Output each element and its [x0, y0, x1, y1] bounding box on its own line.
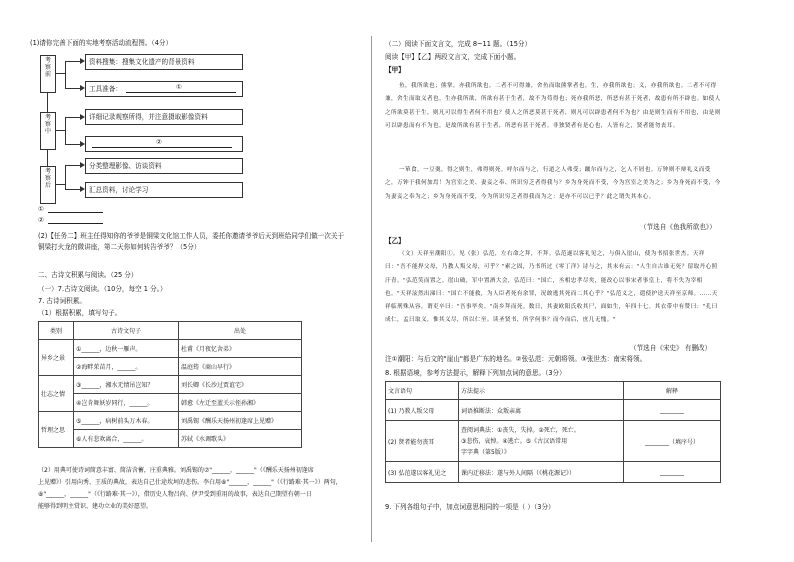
- answer-2-label: ②: [38, 216, 44, 224]
- passage-yi-text: （文）天祥至潮阳①，见（张）弘范，左右命之拜，不拜。弘范遂以客礼见之，与俱入崖山，使为书招张世杰。天祥曰："吾不能捍父母，乃教人叛父母，可乎？"索之固，乃书所过《零丁洋》诗与之，其末有云："人生自古谁无死？留取丹心照汗青。"弘范笑而置之。崖山破，军中置酒大会，弘范曰："国亡，丞相忠孝尽矣，能改心以事宋者事皇上，将不失为宰相也。"天祥泫然出涕曰："国亡不能救，为人臣者死有余罪，况敢逃其死而二其心乎？"弘范义之，遣使护送天祥至京师。……天祥临刑殊从容，谓吏卒曰："吾事毕矣。"南乡拜而死。数日，其妻欧阳氏收其尸，面如生，年四十七。其衣带中有赞曰："孔曰成仁，孟曰取义，惟其义尽，所以仁至。读圣贤书，所学何事？而今而后，庶几无愧。": [385, 251, 718, 324]
- sentence-cell: (2) 贤者能勿丧耳: [386, 421, 459, 462]
- answer-1-blank[interactable]: [48, 205, 103, 213]
- passage-jia-text: 鱼，我所欲也；熊掌，亦我所欲也。二者不可得兼，舍鱼而取熊掌者也。生，亦我所欲也；义，亦我所欲也。二者不可得兼，舍生而取义者也。生亦我所欲，所欲有甚于生者，故不为苟得也；死亦我所恶，所恶有甚于死者，故患有所不辟也。如使人之所欲莫甚于生，则凡可以得生者何不用也？使人之所恶莫甚于死者，则凡可以辟患者何不为也？由是则生而有不用也，由是则可以辟患而有不为也。是故所欲有甚于生者，所恶有甚于死者。非独贤者有是心也，人皆有之，贤者能勿丧耳。: [385, 83, 721, 129]
- header-hint: 方法提示: [459, 382, 624, 400]
- hint-cell: [459, 421, 624, 462]
- flow-connector: [65, 88, 80, 89]
- question-7-2-line2: 上见赠》）引用向秀、王质的典故，表达自己仕途坎坷的悲伤。李白用⑧"______，______"（《行路难·其一》）两句，: [38, 479, 342, 486]
- hint-line: 查阅词典法：①丧失，失掉。②死亡，死亡。: [461, 426, 580, 434]
- table-row: [386, 462, 721, 483]
- flow-box-summary: [85, 182, 243, 198]
- flow-box-text: 汇总资料，讨论学习: [89, 186, 149, 194]
- flow-connector: [65, 165, 80, 166]
- table-row: [39, 376, 302, 394]
- question-7-2-line3: ⑧"______，______"（《行路难·其一》），借历史人物吕尚、伊尹受到重用的故事，表达自己期望有朝一日: [38, 491, 312, 498]
- answer-cell[interactable]: ________（填序号）: [624, 421, 721, 462]
- flow-connector: [65, 61, 80, 62]
- flow-box-text: 资料搜集：搜集文化遗产的背景资料: [89, 58, 195, 66]
- source-cell: 温庭筠《商山早行》: [179, 358, 302, 376]
- table-row: [39, 358, 302, 376]
- sentence-cell[interactable]: ④岂肯舞妖岁同行，______。: [74, 394, 179, 412]
- question-9: 9. 下列各组句子中，加点词意思相同的一项是（ ）（3分）: [385, 503, 555, 511]
- source-cell: 韩愈《左迁至蓝关示侄孙湘》: [179, 394, 302, 412]
- answer-cell[interactable]: ________: [624, 462, 721, 483]
- blank-number: ①: [176, 83, 182, 91]
- section2-title: 二、古诗文积累与阅读。（25 分）: [38, 271, 138, 279]
- source-cell: 杜甫《月夜忆舍弟》: [179, 340, 302, 358]
- sentence-cell[interactable]: ②海畔茱苗月，______。: [74, 358, 179, 376]
- header-sentence: 文言语句: [386, 382, 459, 400]
- flow-connector: [65, 144, 80, 145]
- flow-box-tools: [85, 81, 243, 97]
- stage-after-label: 考察后: [44, 168, 51, 189]
- flow-box-record: [85, 109, 243, 125]
- reading-instruction: 阅读【甲】【乙】两段文言文，完成下面小题。: [385, 53, 521, 61]
- sentence-cell: (1) 乃教人叛父母: [386, 400, 459, 421]
- flow-box-text: 工具准备：: [89, 85, 122, 93]
- question-7-2-line1: （2）用典可使诗词简意丰富、简洁含蓄，庄重典雅。刘禹锡的⑦"______，______"（《酬乐天扬州初逢席: [38, 467, 314, 474]
- flow-box-material: [85, 54, 243, 70]
- flow-connector: [55, 184, 65, 185]
- stage-during-label: 考察中: [44, 114, 51, 135]
- sentence-cell[interactable]: ①______，边秋一雁声。: [74, 340, 179, 358]
- flow-connector: [55, 73, 65, 74]
- table-row: [386, 400, 721, 421]
- flow-connector: [47, 149, 48, 166]
- question-7-2-line4: 能够得到明主赏识、建功立业的美好愿望。: [38, 503, 153, 510]
- flow-connector: [65, 189, 80, 190]
- category-cell: 壮志之情: [39, 376, 74, 412]
- flow-connector: [65, 117, 80, 118]
- source-cell: 刘禹锡《酬乐天扬州初逢席上见赠》: [179, 412, 302, 430]
- answer-1-label: ①: [38, 205, 44, 213]
- blank-number: ②: [156, 138, 162, 146]
- question-8: 8. 根据语境，参考方法提示，解释下列加点词的意思。（3分）: [385, 369, 566, 377]
- passage-yi-label: 【乙】: [385, 237, 405, 245]
- source-cell: 苏轼《水调歌头》: [179, 430, 302, 448]
- question-8-table: [385, 381, 721, 483]
- table-header-row: [39, 322, 302, 340]
- passage-yi-source: （节选自《宋史》 有删改）: [630, 344, 712, 352]
- category-cell: 哲理之思: [39, 412, 74, 448]
- section2-subtitle: （一）7.古诗文阅读。（10分，每空 1 分。）: [38, 285, 167, 293]
- flow-connector: [55, 130, 65, 131]
- flow-connector: [47, 92, 48, 112]
- question-7-1: （1）根据积累，填写句子。: [38, 309, 122, 317]
- flow-connector: [65, 165, 66, 190]
- flow-box-blank-2: [85, 136, 243, 152]
- table-row: [386, 421, 721, 462]
- question-7: 7. 古诗词积累。: [38, 297, 86, 305]
- flow-box-text: 详细记录观察所得，并注意摄取影像资料: [89, 113, 208, 121]
- category-cell: 异乡之景: [39, 340, 74, 376]
- poem-table: [38, 321, 302, 448]
- header-sentence: 古诗文句子: [74, 322, 179, 340]
- stage-during-box: [40, 112, 56, 150]
- hint-line: 字字典（第5版）》: [461, 448, 510, 456]
- sentence-cell[interactable]: ⑤______，病树前头万木春。: [74, 412, 179, 430]
- table-row: [39, 412, 302, 430]
- sentence-cell[interactable]: ⑥人有悲欢离合，______。: [74, 430, 179, 448]
- column-divider: [371, 36, 372, 542]
- question-1-label: (1)请你完善下面的实地考察活动流程图。（4分）: [30, 39, 173, 47]
- hint-line: ③悲伤，哀悼。④逃亡。⑤《古汉语常用: [461, 437, 568, 445]
- table-row: [39, 394, 302, 412]
- sentence-cell[interactable]: ③______，湘水无情吊岂知？: [74, 376, 179, 394]
- header-category: 类别: [39, 322, 74, 340]
- passage-jia-text-2: 一箪食，一豆羹，得之则生，弗得则死。呼尔而与之，行道之人弗受；蹴尔而与之，乞人不屑也。万钟则不辩礼义而受之，万钟于我何加焉！为宫室之美、妻妾之奉、所识穷乏者得我与？乡为身死而不受，今为宫室之美为之；乡为身死而不受，今为妻妾之奉为之；乡为身死而不受，今为所识穷乏者得我而为之：是亦不可以已乎？此之谓失其本心。: [385, 167, 721, 200]
- stage-before-label: 考察前: [44, 57, 51, 78]
- stage-after-box: [40, 166, 56, 204]
- sentence-cell: (3) 弘范遂以客礼见之: [386, 462, 459, 483]
- answer-2-blank[interactable]: [48, 216, 103, 224]
- table-row: [39, 340, 302, 358]
- flow-box-organize: [85, 158, 243, 174]
- hint-cell: 词语推断法：众叛亲离: [459, 400, 624, 421]
- flow-box-text: 分类整理影像、访谈资料: [89, 162, 162, 170]
- passage-notes: 注①潮阳：与后文的"崖山"都是广东的地名。②张弘范：元朝将领。③张世杰：南宋将领。: [385, 355, 647, 363]
- header-source: 出处: [179, 322, 302, 340]
- passage-jia-source: （节选自《鱼我所欲也》）: [640, 223, 716, 231]
- hint-cell: 课内迁移法：遂与外人间隔（《桃花源记》）: [459, 462, 624, 483]
- passage-jia-label: 【甲】: [385, 66, 405, 74]
- answer-blank[interactable]: [92, 140, 232, 148]
- flow-connector: [65, 61, 66, 89]
- task2-line2: 铜梁打火龙的微讲座，第二天你如何转告爷爷？（5分）: [38, 243, 201, 251]
- flow-connector: [65, 117, 66, 145]
- section2b-title: （二）阅读下面文言文，完成 8~11 题。（15分）: [385, 40, 532, 48]
- header-answer: 解释: [624, 382, 721, 400]
- table-row: [39, 430, 302, 448]
- task2-line1: (2)【任务二】班主任得知你的爷爷是铜梁文化馆工作人员，委托你邀请爷爷后天到班给同学们做一次关于: [38, 232, 345, 240]
- stage-before-box: [40, 55, 56, 93]
- table-header-row: [386, 382, 721, 400]
- answer-cell[interactable]: ________: [624, 400, 721, 421]
- source-cell: 刘长卿《长沙过贾谊宅》: [179, 376, 302, 394]
